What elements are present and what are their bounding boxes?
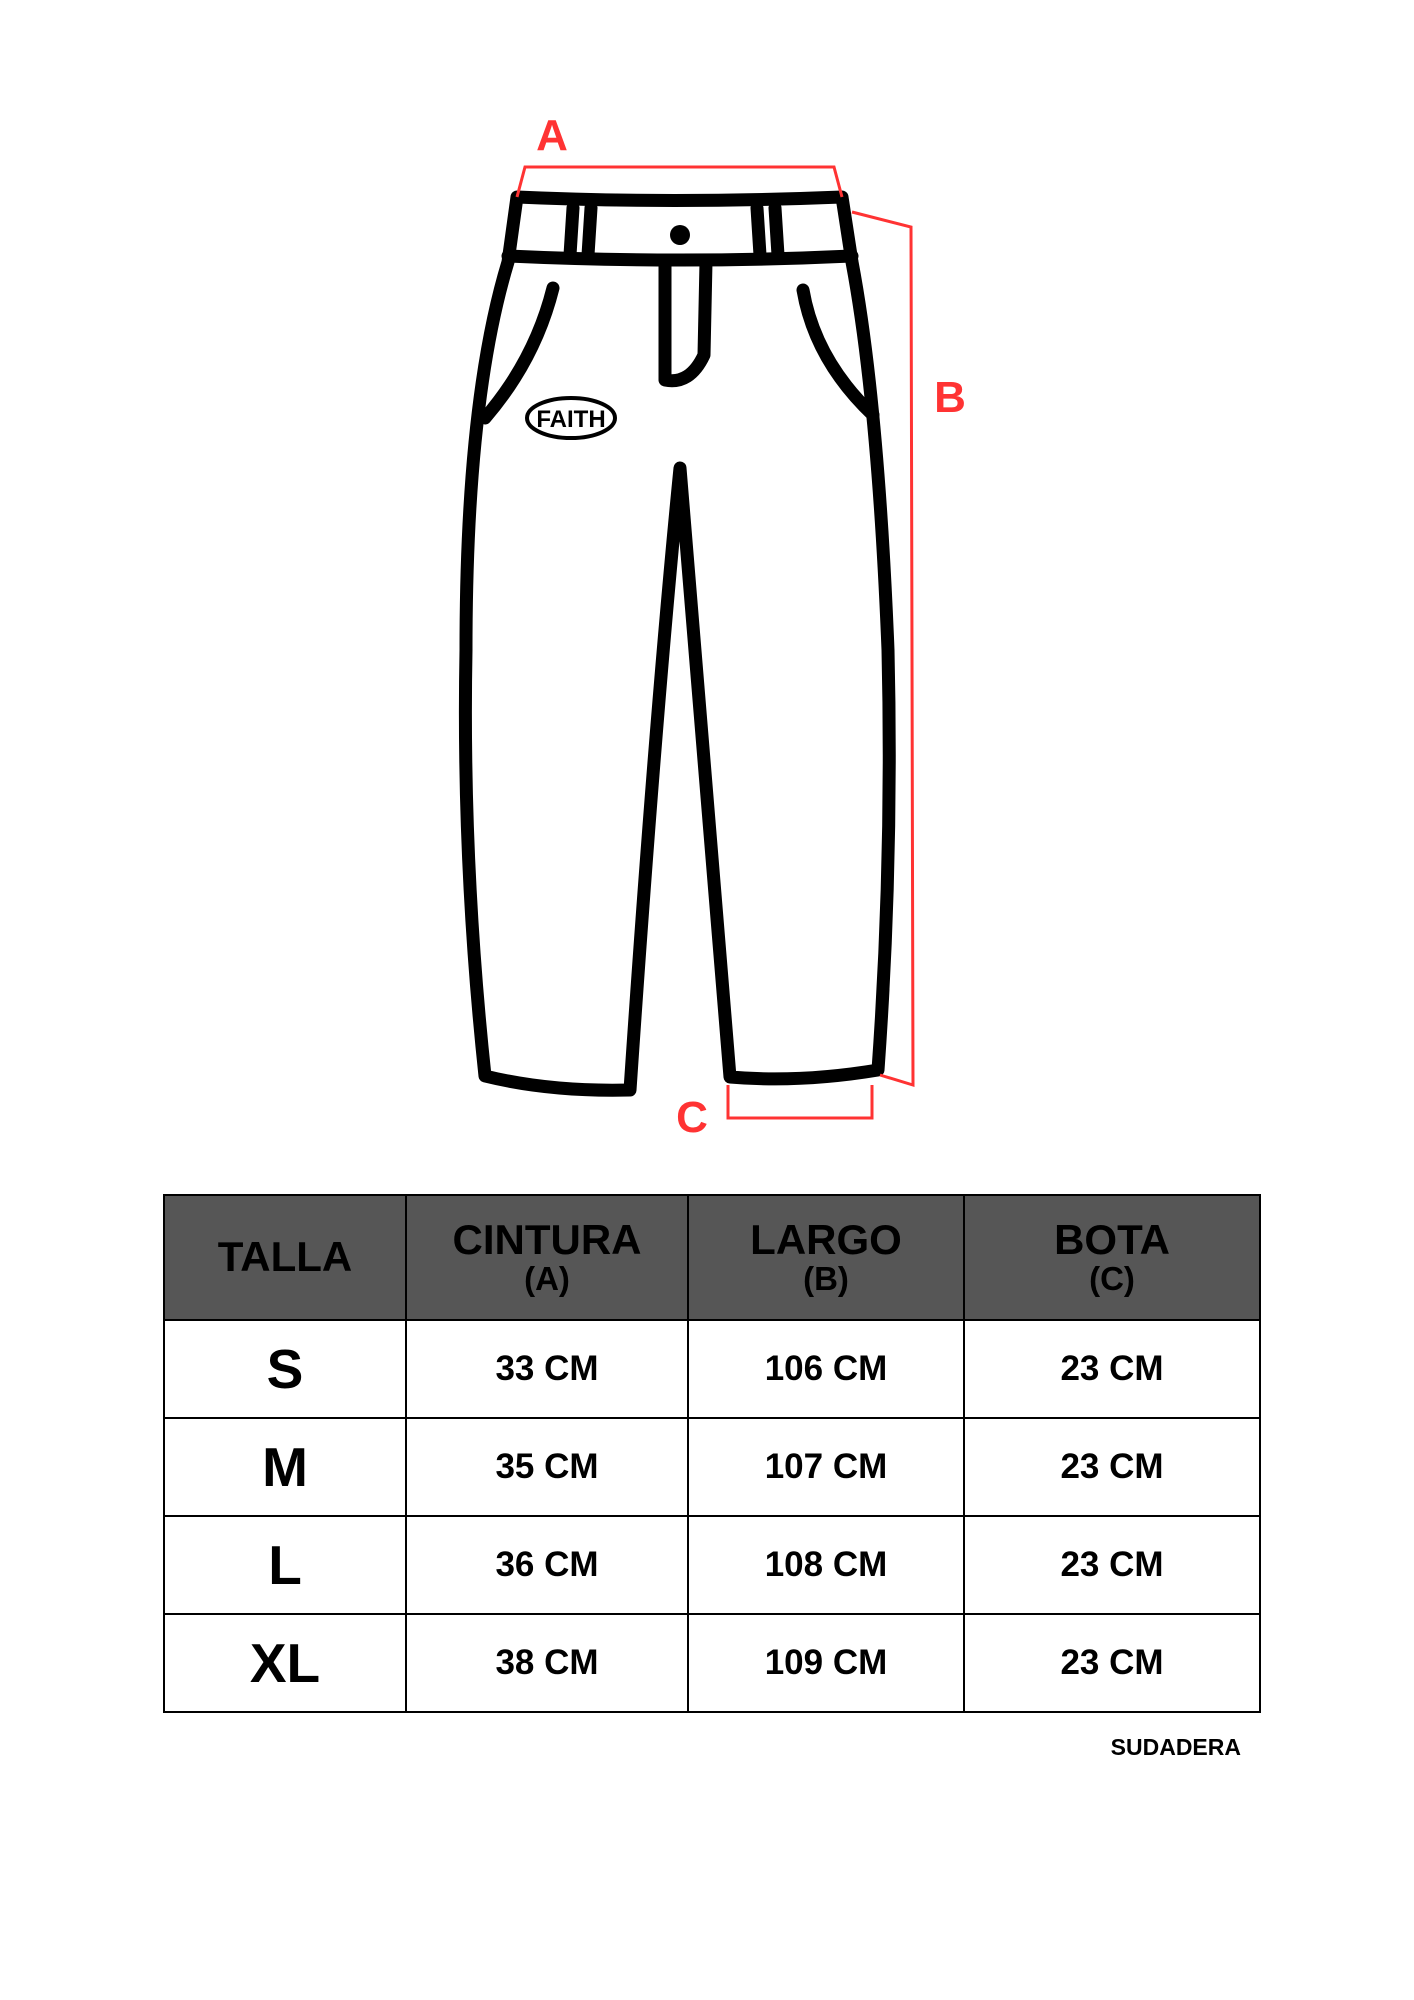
- hem-cell: 23 CM: [964, 1320, 1260, 1418]
- hem-cell: 23 CM: [964, 1418, 1260, 1516]
- waistband-line: [508, 256, 852, 260]
- belt-loop-right: [757, 208, 778, 255]
- size-cell: XL: [164, 1614, 406, 1712]
- header-hem-sub: (C): [1089, 1260, 1135, 1298]
- length-cell: 106 CM: [688, 1320, 964, 1418]
- dimension-label-b: B: [934, 373, 966, 422]
- table-row: [164, 1614, 1260, 1712]
- waist-cell: 33 CM: [406, 1320, 688, 1418]
- header-hem: [964, 1195, 1260, 1320]
- header-waist-title: CINTURA: [452, 1216, 642, 1264]
- header-length-title: LARGO: [750, 1216, 902, 1264]
- header-length-sub: (B): [803, 1260, 849, 1298]
- logo-text: FAITH: [536, 406, 606, 433]
- length-cell: 107 CM: [688, 1418, 964, 1516]
- length-cell: 108 CM: [688, 1516, 964, 1614]
- dimension-line-c: [728, 1085, 872, 1118]
- table-row: [164, 1418, 1260, 1516]
- faith-logo: [527, 398, 615, 438]
- size-cell: S: [164, 1320, 406, 1418]
- waist-cell: 38 CM: [406, 1614, 688, 1712]
- table-row: [164, 1516, 1260, 1614]
- header-length: [688, 1195, 964, 1320]
- length-cell: 109 CM: [688, 1614, 964, 1712]
- hem-cell: 23 CM: [964, 1516, 1260, 1614]
- fly: [665, 262, 706, 381]
- hem-cell: 23 CM: [964, 1614, 1260, 1712]
- waist-button: [670, 225, 690, 245]
- size-cell: M: [164, 1418, 406, 1516]
- table-header-row: [164, 1195, 1260, 1320]
- waist-cell: 36 CM: [406, 1516, 688, 1614]
- size-cell: L: [164, 1516, 406, 1614]
- pants-outline: [465, 197, 889, 1090]
- waist-cell: 35 CM: [406, 1418, 688, 1516]
- header-waist-sub: (A): [524, 1260, 570, 1298]
- header-waist: [406, 1195, 688, 1320]
- dimension-label-c: C: [676, 1093, 708, 1142]
- table-row: [164, 1320, 1260, 1418]
- dimension-label-a: A: [536, 111, 568, 160]
- belt-loop-left: [570, 208, 591, 255]
- size-table: [163, 1194, 1261, 1713]
- header-size: TALLA: [164, 1195, 406, 1320]
- header-hem-title: BOTA: [1054, 1216, 1170, 1264]
- footer-note: SUDADERA: [1110, 1734, 1241, 1760]
